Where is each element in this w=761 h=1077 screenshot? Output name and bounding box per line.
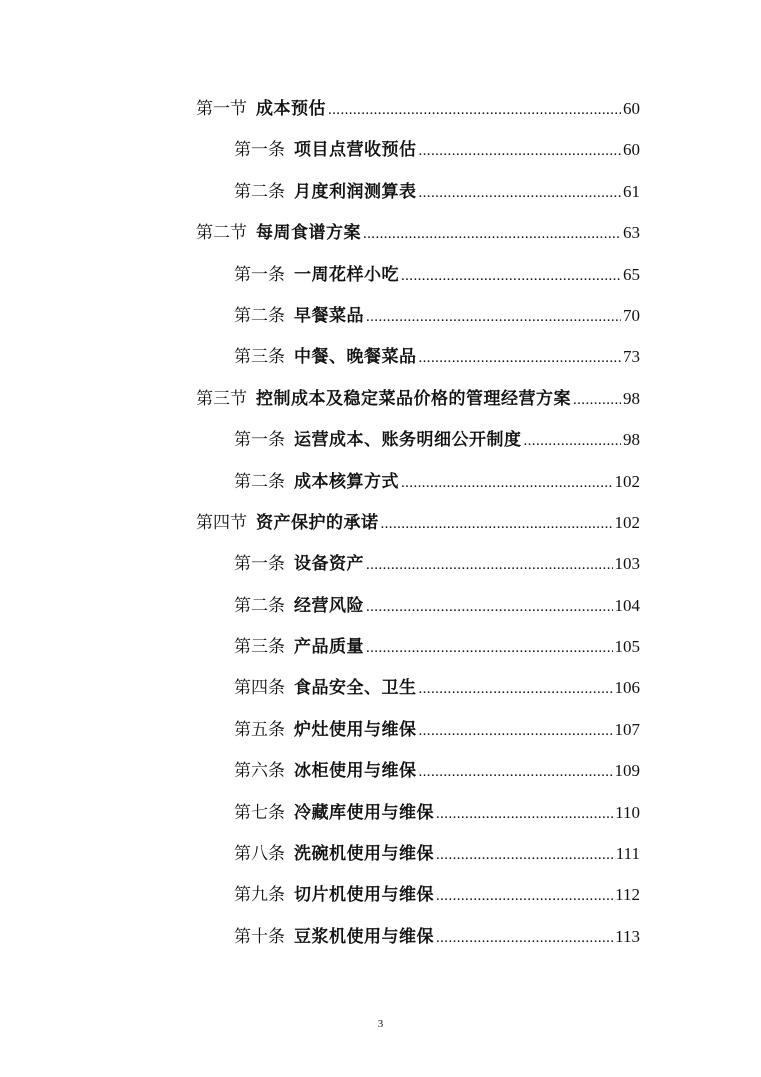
toc-label: 第一条 (234, 140, 285, 161)
toc-label: 第一节 (196, 99, 247, 119)
toc-entry[interactable] (0, 295, 761, 336)
toc-page-number: 110 (615, 802, 640, 822)
toc-label: 第二条 (234, 305, 285, 326)
toc-entry[interactable] (0, 254, 761, 295)
toc-label: 第二节 (196, 223, 247, 244)
toc-title: 设备资产 (294, 554, 364, 575)
dot-leader (366, 544, 613, 586)
toc-entry[interactable] (0, 212, 761, 253)
dot-leader (436, 875, 613, 917)
toc-entry[interactable] (0, 88, 761, 129)
toc-title: 冷藏库使用与维保 (294, 802, 434, 823)
toc-title: 产品质量 (294, 637, 364, 658)
toc-page-number: 104 (614, 595, 640, 615)
toc-title: 资产保护的承诺 (256, 512, 379, 533)
toc-title: 一周花样小吃 (294, 264, 399, 285)
toc-entry[interactable] (0, 378, 761, 419)
toc-page-number: 60 (623, 140, 640, 160)
toc-entry[interactable] (0, 916, 761, 957)
toc-title: 豆浆机使用与维保 (294, 926, 434, 947)
dot-leader (419, 668, 613, 710)
toc-label: 第一条 (234, 264, 285, 285)
dot-leader (419, 337, 622, 379)
toc-label: 第八条 (234, 844, 285, 865)
toc-title: 月度利润测算表 (294, 181, 417, 202)
dot-leader (436, 917, 613, 959)
toc-page-number: 70 (623, 305, 640, 325)
toc-page-number: 107 (614, 719, 640, 739)
toc-page-number: 102 (614, 471, 640, 491)
toc-label: 第十条 (234, 926, 285, 947)
toc-title: 每周食谱方案 (256, 223, 361, 244)
table-of-contents (0, 88, 761, 957)
toc-title: 中餐、晚餐菜品 (294, 347, 417, 368)
dot-leader (401, 255, 621, 297)
toc-label: 第四节 (196, 512, 247, 533)
toc-title: 成本核算方式 (294, 471, 399, 492)
toc-label: 第一条 (234, 430, 285, 451)
dot-leader (524, 420, 622, 462)
toc-entry[interactable] (0, 750, 761, 791)
toc-label: 第三节 (196, 388, 247, 409)
toc-label: 第七条 (234, 802, 285, 823)
dot-leader (436, 793, 613, 835)
dot-leader (366, 296, 621, 338)
dot-leader (419, 710, 613, 752)
toc-entry[interactable] (0, 171, 761, 212)
toc-page-number: 109 (614, 761, 640, 781)
toc-page-number: 105 (614, 637, 640, 657)
dot-leader (436, 834, 614, 876)
toc-page-number: 61 (623, 181, 640, 201)
toc-label: 第九条 (234, 885, 285, 906)
toc-page-number: 112 (615, 885, 640, 905)
toc-page-number: 65 (623, 264, 640, 284)
toc-page-number: 103 (614, 554, 640, 574)
toc-label: 第二条 (234, 181, 285, 202)
toc-page-number: 102 (614, 512, 640, 532)
toc-title: 切片机使用与维保 (294, 885, 434, 906)
toc-label: 第二条 (234, 595, 285, 616)
toc-label: 第三条 (234, 347, 285, 368)
toc-title: 洗碗机使用与维保 (294, 844, 434, 865)
page-footer-number: 3 (377, 1018, 384, 1030)
toc-entry[interactable] (0, 585, 761, 626)
toc-label: 第一条 (234, 554, 285, 575)
toc-title: 食品安全、卫生 (294, 678, 417, 699)
toc-entry[interactable] (0, 874, 761, 915)
dot-leader (419, 172, 622, 214)
toc-title: 炉灶使用与维保 (294, 719, 417, 740)
toc-entry[interactable] (0, 626, 761, 667)
dot-leader (401, 462, 613, 504)
toc-title: 成本预估 (256, 99, 326, 119)
dot-leader (363, 213, 621, 255)
toc-title: 运营成本、账务明细公开制度 (294, 430, 522, 451)
dot-leader (328, 89, 621, 131)
toc-entry[interactable] (0, 792, 761, 833)
toc-title: 经营风险 (294, 595, 364, 616)
toc-page-number: 63 (623, 223, 640, 243)
toc-page-number: 111 (615, 844, 640, 864)
dot-leader (419, 130, 622, 172)
toc-label: 第三条 (234, 637, 285, 658)
toc-entry[interactable] (0, 336, 761, 377)
toc-entry[interactable] (0, 502, 761, 543)
dot-leader (573, 379, 621, 421)
toc-page-number: 98 (623, 430, 640, 450)
toc-label: 第四条 (234, 678, 285, 699)
toc-entry[interactable] (0, 833, 761, 874)
dot-leader (366, 586, 613, 628)
toc-entry[interactable] (0, 461, 761, 502)
dot-leader (419, 751, 613, 793)
toc-entry[interactable] (0, 667, 761, 708)
toc-page-number: 60 (623, 99, 640, 118)
toc-entry[interactable] (0, 709, 761, 750)
toc-entry[interactable] (0, 419, 761, 460)
toc-title: 冰柜使用与维保 (294, 761, 417, 782)
toc-title: 项目点营收预估 (294, 140, 417, 161)
dot-leader (366, 627, 613, 669)
toc-entry[interactable] (0, 543, 761, 584)
toc-page-number: 98 (623, 388, 640, 408)
toc-label: 第五条 (234, 719, 285, 740)
toc-label: 第六条 (234, 761, 285, 782)
toc-title: 控制成本及稳定菜品价格的管理经营方案 (256, 388, 571, 409)
toc-page-number: 113 (615, 926, 640, 946)
toc-page-number: 73 (623, 347, 640, 367)
toc-label: 第二条 (234, 471, 285, 492)
toc-page-number: 106 (614, 678, 640, 698)
toc-entry[interactable] (0, 129, 761, 170)
dot-leader (381, 503, 613, 545)
toc-title: 早餐菜品 (294, 305, 364, 326)
